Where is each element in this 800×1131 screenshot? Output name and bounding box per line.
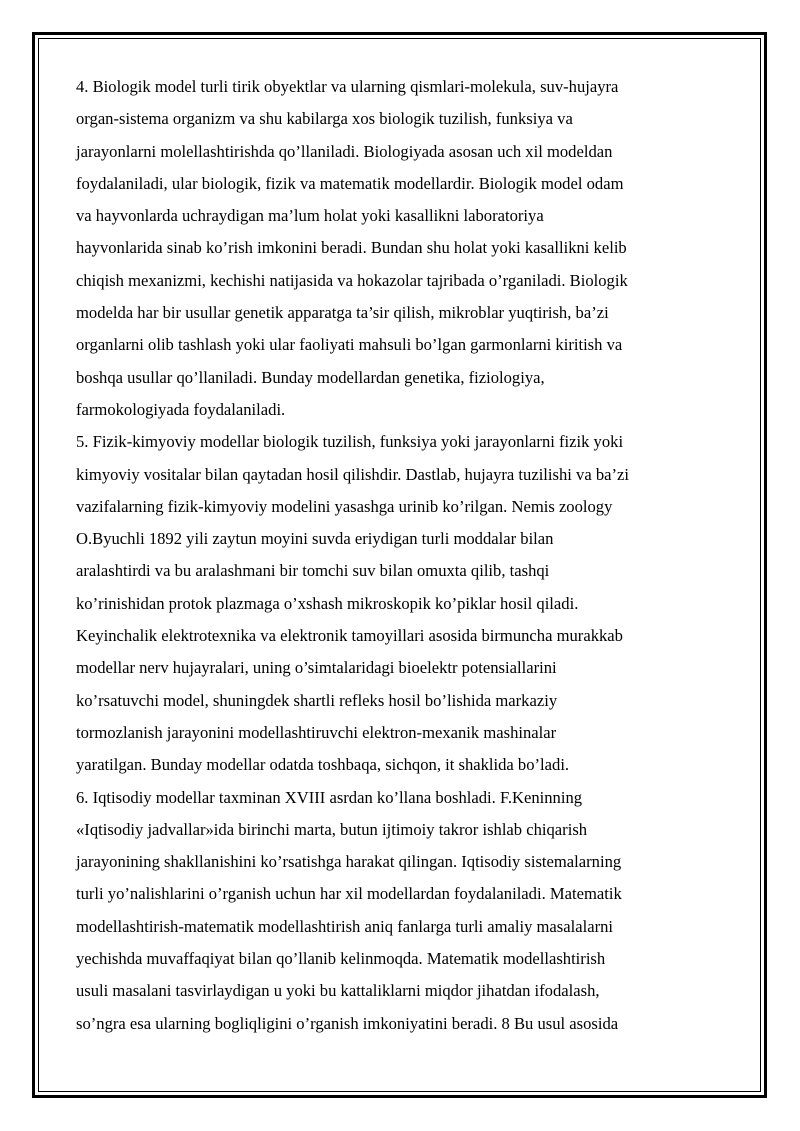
text-line: va hayvonlarda uchraydigan ma’lum holat yoki kasallikni laboratoriya: [76, 206, 544, 226]
text-line: so’ngra esa ularning bogliqligini o’rganish imkoniyatini beradi. 8 Bu usul asosida: [76, 1013, 619, 1033]
text-line: kimyoviy vositalar bilan qaytadan hosil qilishdir. Dastlab, hujayra tuzilishi va ba’zi: [76, 464, 630, 484]
text-line: boshqa usullar qo’llaniladi. Bunday modellardan genetika, fiziologiya,: [76, 367, 545, 387]
text-line: «Iqtisodiy jadvallar»ida birinchi marta, butun ijtimoiy takror ishlab chiqarish: [76, 819, 588, 839]
text-line: ko’rinishidan protok plazmaga o’xshash mikroskopik ko’piklar hosil qiladi.: [76, 593, 579, 613]
text-line: foydalaniladi, ular biologik, fizik va matematik modellardir. Biologik model odam: [76, 173, 624, 193]
text-line: modellashtirish-matematik modellashtirish aniq fanlarga turli amaliy masalalarni: [76, 916, 613, 936]
text-line: turli yo’nalishlarini o’rganish uchun har xil modellardan foydalaniladi. Matematik: [76, 884, 622, 904]
text-line: chiqish mexanizmi, kechishi natijasida va hokazolar tajribada o’rganiladi. Biologik: [76, 270, 628, 290]
text-line: yechishda muvaffaqiyat bilan qo’llanib kelinmoqda. Matematik modellashtirish: [76, 949, 606, 969]
text-line: 6. Iqtisodiy modellar taxminan XVIII asrdan ko’llana boshladi. F.Keninning: [76, 787, 583, 807]
text-line: modelda har bir usullar genetik apparatga ta’sir qilish, mikroblar yuqtirish, ba’zi: [76, 303, 609, 323]
text-line: 5. Fizik-kimyoviy modellar biologik tuzilish, funksiya yoki jarayonlarni fizik yoki: [76, 432, 624, 452]
text-line: jarayonining shakllanishini ko’rsatishga harakat qilingan. Iqtisodiy sistemalarning: [76, 852, 622, 872]
text-line: usuli masalani tasvirlaydigan u yoki bu kattaliklarni miqdor jihatdan ifodalash,: [76, 981, 600, 1001]
text-line: hayvonlarida sinab ko’rish imkonini beradi. Bundan shu holat yoki kasallikni kelib: [76, 238, 627, 258]
text-line: organlarni olib tashlash yoki ular faoliyati mahsuli bo’lgan garmonlarni kiritish va: [76, 335, 623, 355]
text-line: O.Byuchli 1892 yili zaytun moyini suvda eriydigan turli moddalar bilan: [76, 529, 554, 549]
text-line: jarayonlarni molellashtirishda qo’llaniladi. Biologiyada asosan uch xil modeldan: [76, 141, 613, 161]
text-line: farmokologiyada foydalaniladi.: [76, 399, 286, 419]
text-line: tormozlanish jarayonini modellashtiruvchi elektron-mexanik mashinalar: [76, 722, 557, 742]
text-line: yaratilgan. Bunday modellar odatda toshbaqa, sichqon, it shaklida bo’ladi.: [76, 755, 570, 775]
text-line: modellar nerv hujayralari, uning o’simtalaridagi bioelektr potensiallarini: [76, 658, 557, 678]
text-line: vazifalarning fizik-kimyoviy modelini yasashga urinib ko’rilgan. Nemis zoology: [76, 496, 613, 516]
text-line: Keyinchalik elektrotexnika va elektronik tamoyillari asosida birmuncha murakkab: [76, 626, 623, 646]
text-line: ko’rsatuvchi model, shuningdek shartli refleks hosil bo’lishida markaziy: [76, 690, 558, 710]
text-line: aralashtirdi va bu aralashmani bir tomchi suv bilan omuxta qilib, tashqi: [76, 561, 550, 581]
text-line: 4. Biologik model turli tirik obyektlar va ularning qismlari-molekula, suv-hujayra: [76, 77, 619, 96]
document-text: [76, 71, 716, 1040]
text-line: organ-sistema organizm va shu kabilarga xos biologik tuzilish, funksiya va: [76, 109, 573, 129]
